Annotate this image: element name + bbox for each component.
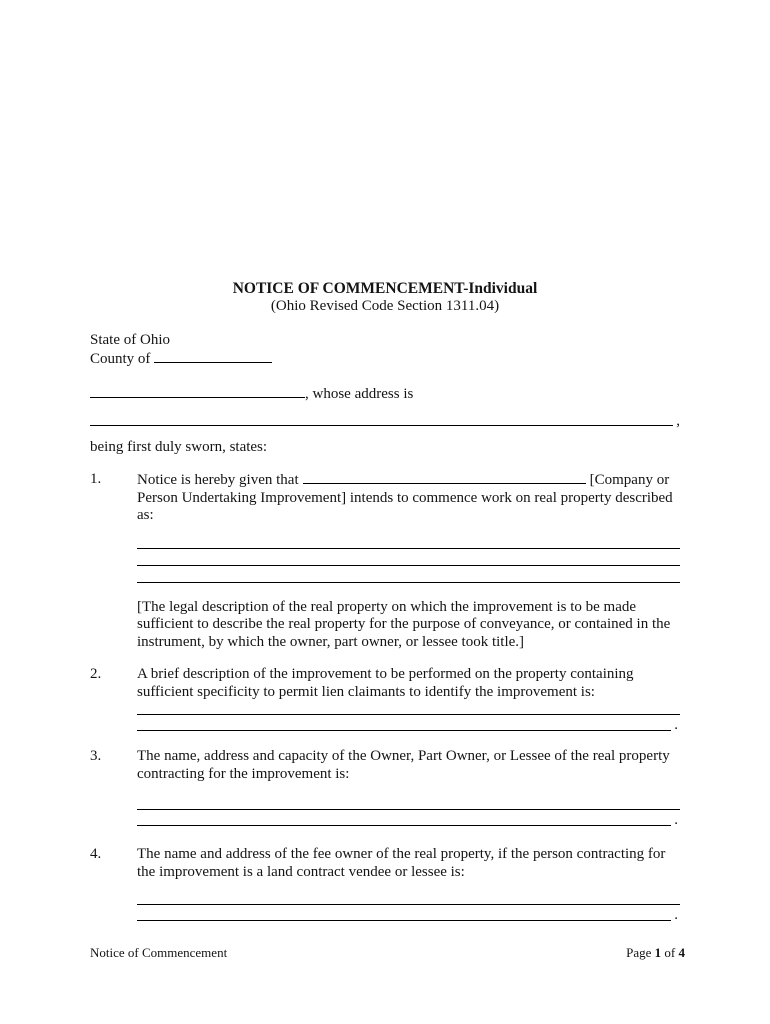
document-title: NOTICE OF COMMENCEMENT-Individual [232,280,538,297]
affiant-name-line [90,385,680,404]
affiant-name-suffix: , whose address is [305,386,414,402]
item-1 [90,471,680,651]
page-label: Page [626,945,652,960]
county-label: County of [90,350,151,367]
fill-line[interactable] [137,532,680,549]
fill-line[interactable] [137,549,680,566]
item-2-text: A brief description of the improvement to be performed on the property containing sufficient specificity to permit lien claimants to identify the improvement is: [137,666,634,700]
fill-line[interactable] [137,905,680,921]
document-content [90,280,680,921]
item-1-body [137,471,680,651]
legal-description-note: [The legal description of the real property on which the improvement is to be made sufficient to describe the real property for the purpose of conveyance, or contained in the instrument, by which the owner, part owner, or lessee took title.] [137,598,671,650]
of-label: of [664,945,676,960]
address-trailing-comma: , [676,413,680,429]
fill-line[interactable] [137,891,680,905]
property-description-lines [137,532,680,583]
fill-rule[interactable] [137,920,671,921]
item-4-text: The name and address of the fee owner of the real property, if the person contracting for the improvement is a land contract vendee or lessee is: [137,846,666,880]
line-end-period: . [674,906,678,923]
address-fill-line[interactable] [90,404,680,429]
item-3 [90,748,680,826]
state-line: State of Ohio [90,332,170,348]
item-1-number: 1. [90,471,102,487]
fill-rule[interactable] [137,730,671,731]
footer-document-title: Notice of Commencement [90,945,228,960]
item-3-body [137,748,680,826]
line-end-period: . [674,716,678,733]
fill-line[interactable] [137,796,680,810]
county-line [90,350,680,369]
fill-line[interactable] [137,566,680,583]
page-number: 1 [654,945,662,960]
item-1-lead: Notice is hereby given that [137,472,299,488]
item-2-body [137,666,680,731]
item-2 [90,666,680,731]
owner-info-lines [137,796,680,826]
fill-line[interactable] [137,701,680,715]
document-subtitle: (Ohio Revised Code Section 1311.04) [270,297,500,314]
line-end-period: . [674,811,678,828]
affiant-name-blank[interactable] [90,385,305,398]
footer-page-indicator [626,945,685,961]
page-total: 4 [678,945,685,960]
improvement-description-lines [137,701,680,731]
sworn-statement-line: being first duly sworn, states: [90,438,268,455]
item-1-tail: [Company or Person Undertaking Improvement] intends to commence work on real property described as: [137,472,673,523]
address-fill-rule[interactable] [90,425,673,426]
fill-line[interactable] [137,810,680,826]
company-name-blank[interactable] [303,471,586,484]
fill-line[interactable] [137,715,680,731]
item-4-number: 4. [90,846,102,862]
county-fill-blank[interactable] [154,350,272,363]
page-footer [90,945,685,961]
item-2-number: 2. [90,666,102,682]
fee-owner-lines [137,891,680,921]
item-3-text: The name, address and capacity of the Owner, Part Owner, or Lessee of the real property contracting for the improvement is: [137,748,670,782]
fill-rule[interactable] [137,825,671,826]
item-4 [90,846,680,921]
item-4-body [137,846,680,921]
item-3-number: 3. [90,748,102,764]
item-1-text [137,471,680,525]
